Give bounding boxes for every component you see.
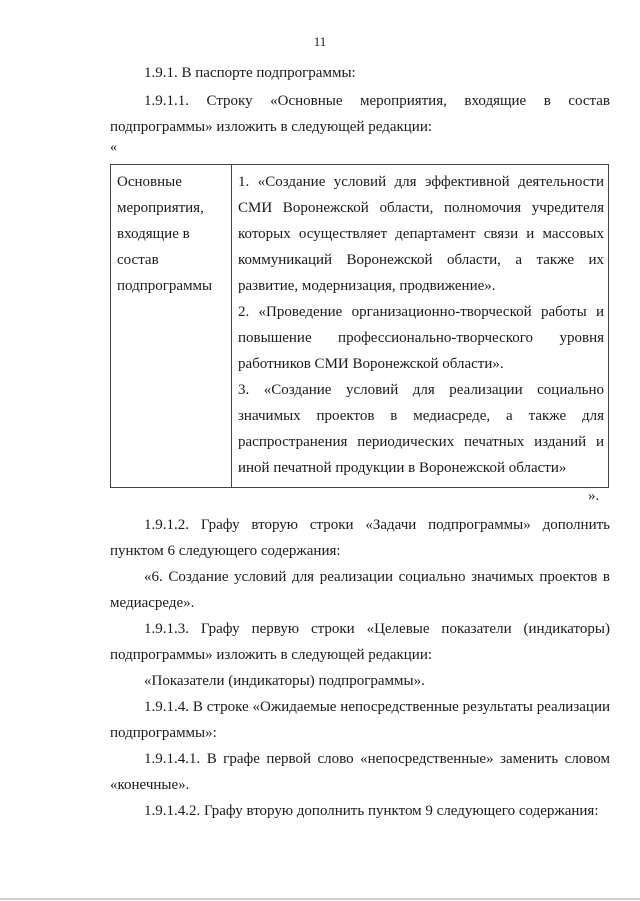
row-header-line: входящие в (117, 226, 190, 242)
paragraph-indicators: «Показатели (индикаторы) подпрограммы». (144, 673, 425, 689)
paragraph-item-6: «6. Создание условий для реализации социально значимых проектов в медиасреде». (110, 569, 610, 611)
measure-item-2: 2. «Проведение организационно-творческой работы и повышение профессионально-творческого уровня работников СМИ Воронежской области». (238, 304, 604, 372)
row-header-line: состав (117, 252, 159, 268)
scan-edge-divider (0, 898, 640, 900)
measure-item-1: 1. «Создание условий для эффективной деятельности СМИ Воронежской области, полномочия учредителя которых осуществляет департамент связи и массовых коммуникаций Воронежской области, а также их развитие, модернизация, продвижение». (238, 174, 604, 294)
row-header-line: мероприятия, (117, 200, 204, 216)
paragraph-1-9-1-2: 1.9.1.2. Графу вторую строки «Задачи подпрограммы» дополнить пунктом 6 следующего содержания: (110, 517, 610, 559)
measure-item-3: 3. «Создание условий для реализации социально значимых проектов в медиасреде, а также для распространения периодических печатных изданий и иной печатной продукции в Воронежской области» (238, 382, 604, 476)
table-content-cell (232, 165, 608, 487)
paragraph-1-9-1-4-2: 1.9.1.4.2. Графу вторую дополнить пунктом 9 следующего содержания: (144, 803, 599, 819)
page-number: 11 (313, 34, 327, 49)
paragraph-1-9-1-4: 1.9.1.4. В строке «Ожидаемые непосредственные результаты реализации подпрограммы»: (110, 699, 610, 741)
paragraph-1-9-1-1: 1.9.1.1. Строку «Основные мероприятия, входящие в состав подпрограммы» изложить в следующей редакции: (110, 93, 610, 135)
closing-quote: ». (588, 488, 600, 504)
measures-table (110, 164, 609, 488)
paragraph-1-9-1-4-1: 1.9.1.4.1. В графе первой слово «непосредственные» заменить словом «конечные». (110, 751, 610, 793)
opening-quote: « (110, 140, 117, 155)
paragraph-1-9-1-3: 1.9.1.3. Графу первую строки «Целевые показатели (индикаторы) подпрограммы» изложить в следующей редакции: (110, 621, 610, 663)
row-header-line: Основные (117, 174, 182, 190)
paragraph-1-9-1: 1.9.1. В паспорте подпрограммы: (144, 65, 356, 81)
row-header-line: подпрограммы (117, 278, 213, 294)
table-row-header-cell (111, 165, 232, 487)
